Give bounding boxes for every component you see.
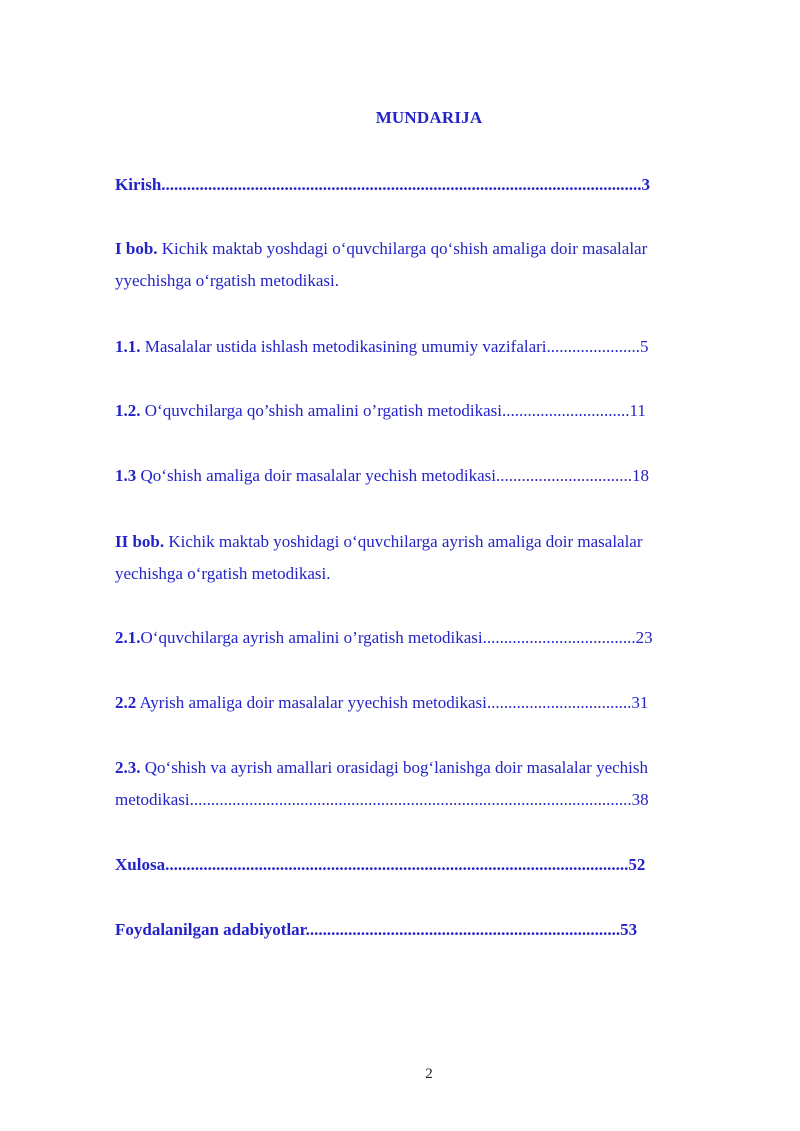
toc-number: 2.1. (115, 628, 141, 647)
toc-entry-references: Foydalanilgan adabiyotlar..........................................................................53 (115, 920, 638, 939)
toc-entry-2-3-line1 (115, 752, 649, 784)
toc-title: Qo‘shish va ayrish amallari orasidagi bog‘lanishga doir masalalar yechish (140, 758, 648, 777)
toc-entry-chapter-1-line1 (115, 233, 647, 265)
toc-number: 2.2 (115, 693, 137, 712)
toc-entry-1-1 (115, 331, 649, 363)
toc-title: O‘quvchilarga ayrish amalini o’rgatish metodikasi....................................23 (140, 628, 653, 647)
toc-title: O‘quvchilarga qo’shish amalini o’rgatish metodikasi..............................11 (140, 401, 646, 420)
page-title: MUNDARIJA (375, 108, 483, 127)
toc-entry-1-3 (115, 460, 649, 492)
toc-title: Ayrish amaliga doir masalalar yyechish metodikasi..................................31 (136, 693, 649, 712)
page-number: 2 (425, 1066, 433, 1082)
toc-number: 1.3 (115, 466, 137, 485)
toc-entry-chapter-2 (115, 526, 643, 590)
toc-number: 1.1. (115, 337, 141, 356)
toc-title: Kichik maktab yoshdagi o‘quvchilarga qo‘shish amaliga doir masalalar (157, 239, 648, 258)
toc-entry-kirish: Kirish.................................................................................................................3 (115, 175, 651, 194)
toc-entry-2-3-line2: metodikasi........................................................................................................38 (115, 790, 649, 809)
toc-number: II bob. (115, 532, 165, 551)
toc-number: 1.2. (115, 401, 141, 420)
toc-title: Qo‘shish amaliga doir masalalar yechish metodikasi................................18 (136, 466, 649, 485)
toc-entry-xulosa: Xulosa.............................................................................................................52 (115, 855, 646, 874)
toc-entry-2-1 (115, 622, 653, 654)
toc-entry-1-2 (115, 395, 646, 427)
toc-title: Kichik maktab yoshidagi o‘quvchilarga ayrish amaliga doir masalalar (164, 532, 643, 551)
toc-entry-chapter-2-line2: yechishga o‘rgatish metodikasi. (115, 564, 331, 583)
toc-number: 2.3. (115, 758, 141, 777)
toc-title: Masalalar ustida ishlash metodikasining umumiy vazifalari......................5 (140, 337, 649, 356)
toc-entry-2-3 (115, 752, 649, 816)
toc-entry-chapter-2-line1 (115, 526, 643, 558)
toc-entry-2-2 (115, 687, 648, 719)
toc-entry-chapter-1-line2: yyechishga o‘rgatish metodikasi. (115, 271, 339, 290)
toc-entry-chapter-1 (115, 233, 647, 297)
toc-number: I bob. (115, 239, 158, 258)
